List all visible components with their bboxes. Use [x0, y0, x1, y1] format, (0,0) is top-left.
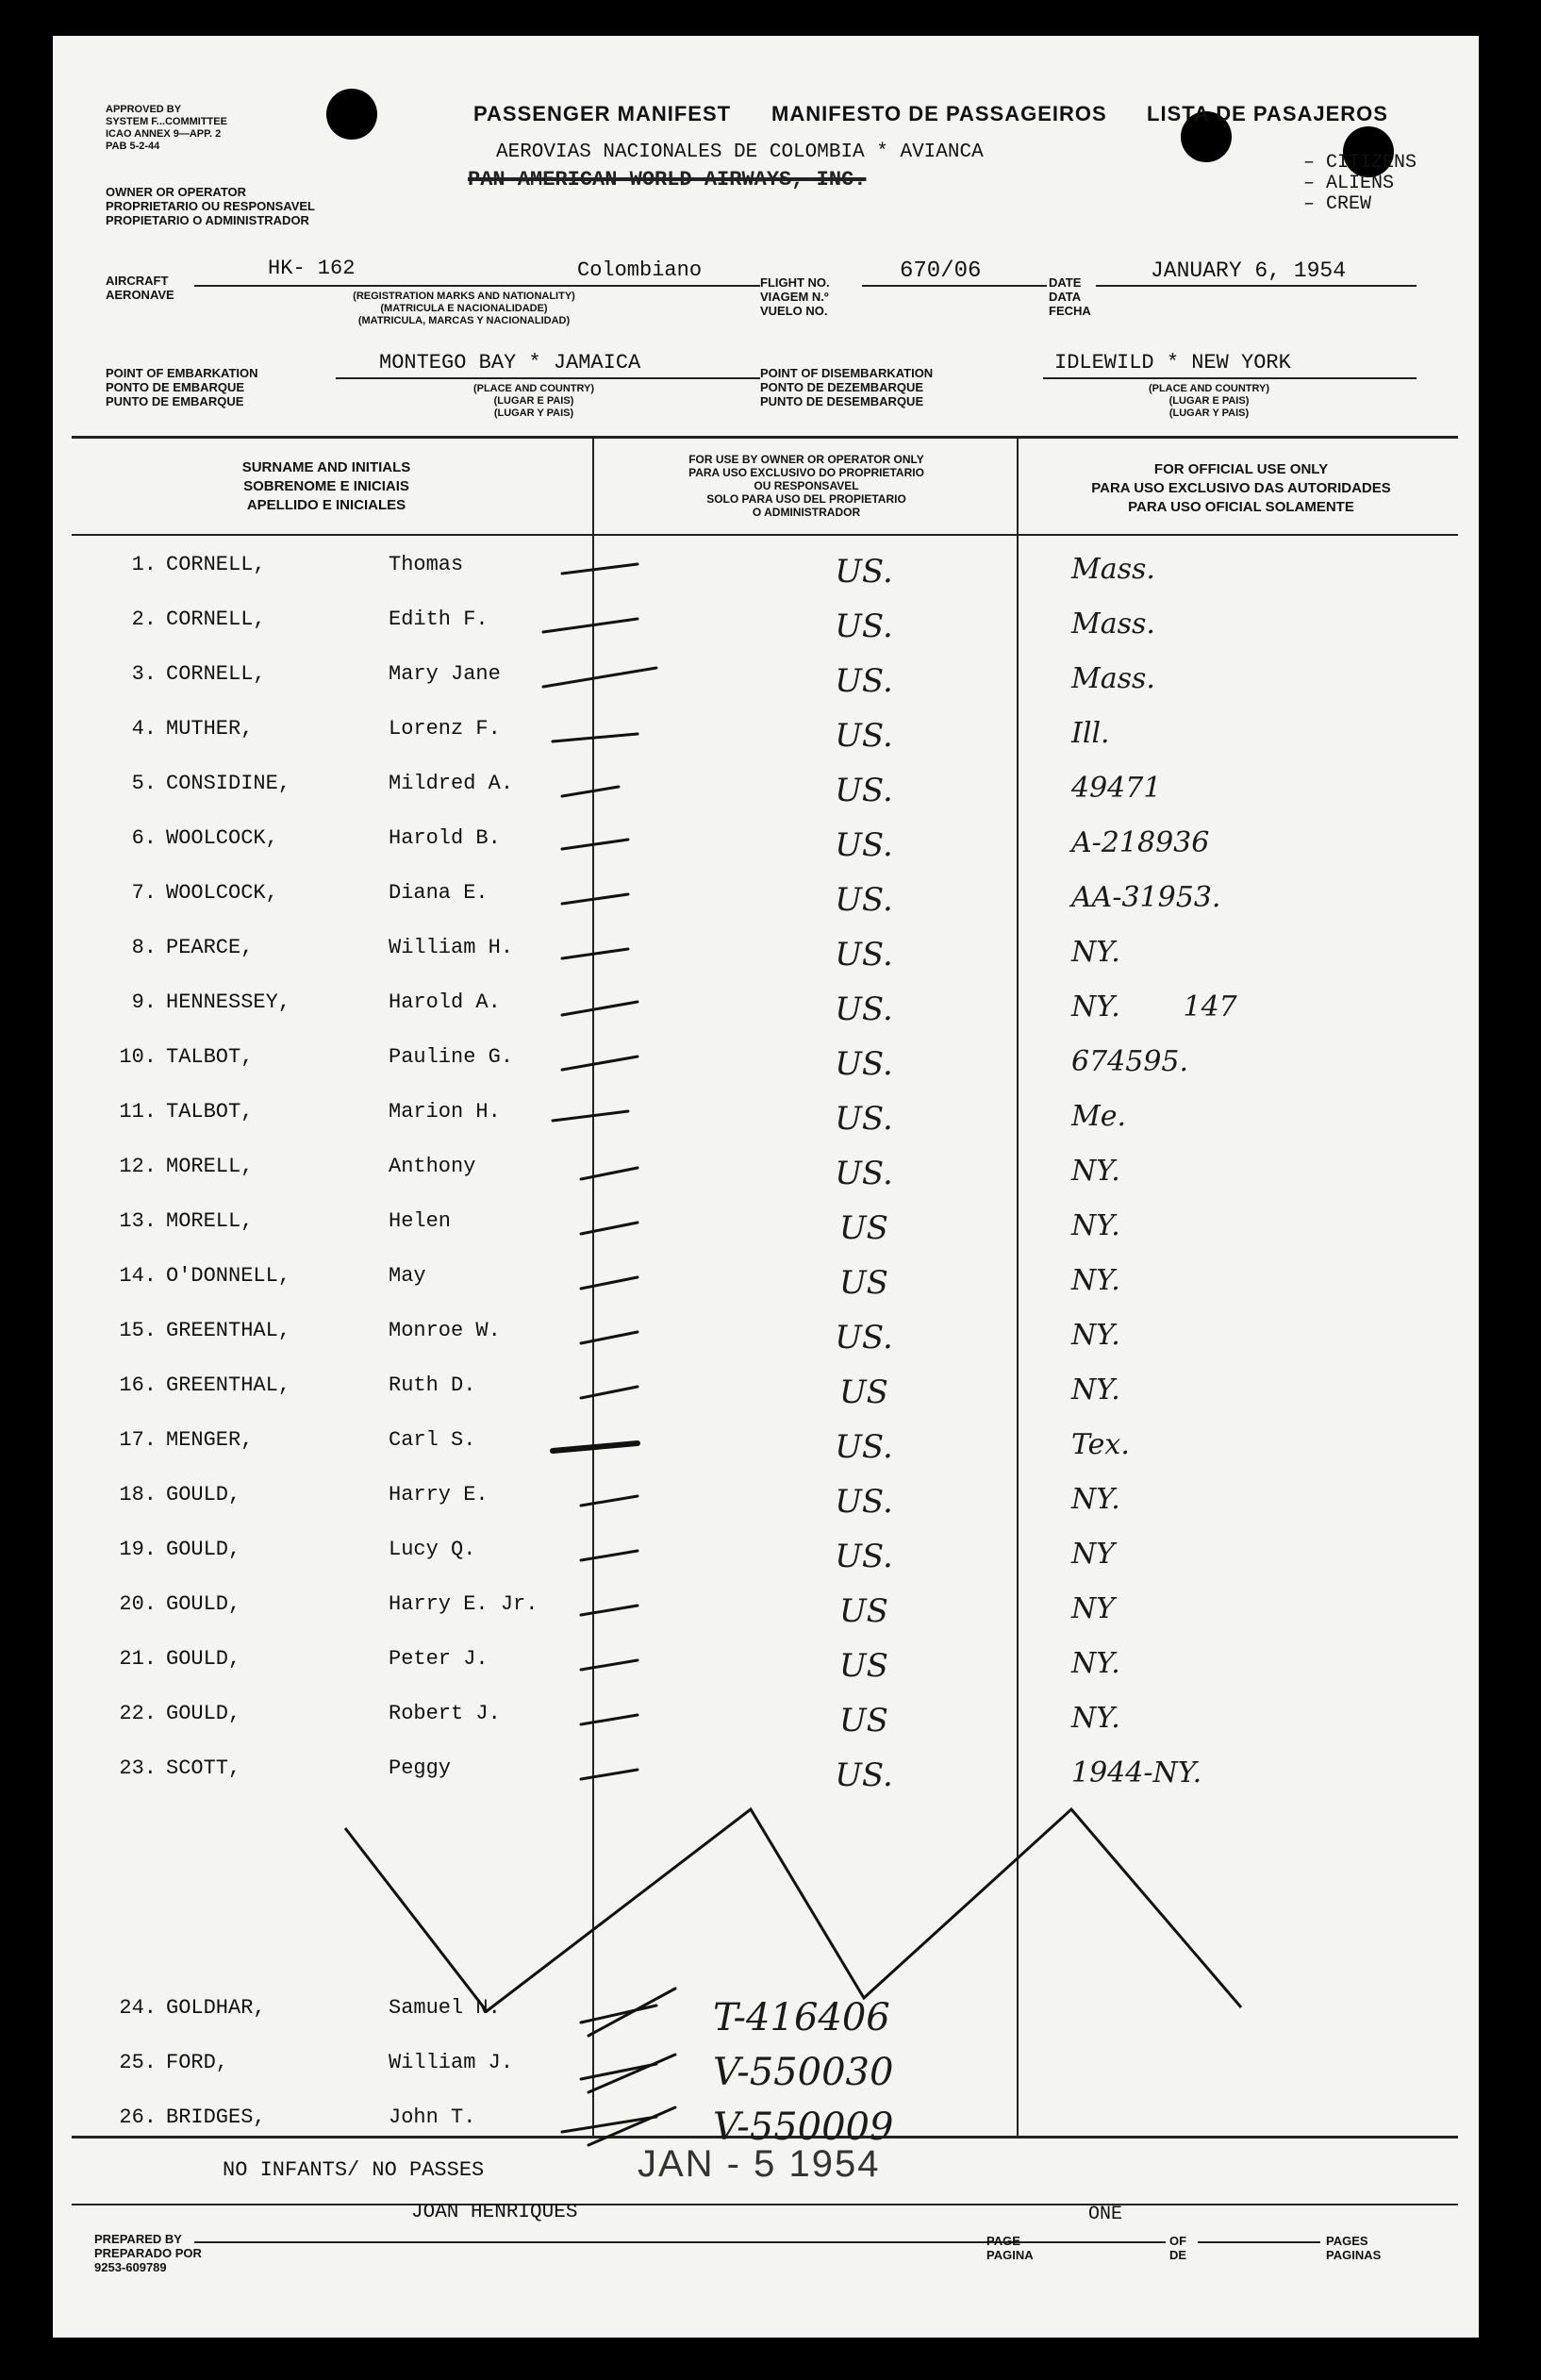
surname: GOULD,	[166, 1592, 241, 1616]
surname: CORNELL,	[166, 553, 266, 576]
table-row	[53, 2051, 1479, 2105]
approval-line: APPROVED BY	[106, 104, 182, 115]
given-name: Samuel N.	[389, 1996, 501, 2020]
owner-note: US.	[835, 1428, 893, 1466]
official-note: NY.	[1071, 1155, 1120, 1188]
crew-label: CREW	[1326, 193, 1372, 215]
row-number: 7.	[131, 881, 157, 905]
flight-date: JANUARY 6, 1954	[1151, 258, 1347, 283]
official-note: NY	[1071, 1592, 1116, 1625]
given-name: Carl S.	[389, 1428, 476, 1452]
sublabel: (PLACE AND COUNTRY)	[472, 383, 595, 394]
title-pt: MANIFESTO DE PASSAGEIROS	[771, 102, 1107, 125]
given-name: Monroe W.	[389, 1319, 501, 1342]
pages-label-es: PAGINAS	[1326, 2248, 1382, 2262]
official-note: 49471	[1071, 772, 1162, 805]
owner-note: US.	[835, 1100, 893, 1138]
row-number: 12.	[119, 1155, 157, 1178]
page-label	[986, 2234, 1034, 2262]
given-name: Lucy Q.	[389, 1538, 476, 1561]
column-header-line: APELLIDO E INICIALES	[246, 497, 406, 513]
row-number: 9.	[131, 990, 157, 1014]
official-note: NY. 147	[1071, 990, 1237, 1024]
given-name: Ruth D.	[389, 1373, 476, 1397]
no-infants-note: NO INFANTS/ NO PASSES	[223, 2158, 485, 2182]
flight-label-en: FLIGHT NO.	[760, 275, 830, 290]
surname: CORNELL,	[166, 607, 266, 631]
given-name: Harold B.	[389, 826, 501, 850]
column-header-line: OU RESPONSAVEL	[754, 479, 859, 492]
row-number: 3.	[131, 662, 157, 686]
prepared-label-en: PREPARED BY	[94, 2232, 182, 2246]
row-number: 8.	[131, 936, 157, 959]
row-number: 11.	[119, 1100, 157, 1123]
surname: O'DONNELL,	[166, 1264, 291, 1288]
surname: GOULD,	[166, 1702, 241, 1725]
surname: WOOLCOCK,	[166, 881, 278, 905]
surname: TALBOT,	[166, 1045, 254, 1069]
owner-note: US.	[835, 1319, 893, 1356]
owner-note: US.	[835, 826, 893, 864]
row-number: 26.	[119, 2105, 157, 2129]
surname: GOULD,	[166, 1538, 241, 1561]
row-number: 13.	[119, 1209, 157, 1233]
official-note: AA-31953.	[1071, 881, 1221, 914]
date-stamp: JAN - 5 1954	[638, 2143, 881, 2185]
owner-note: US.	[835, 1155, 893, 1192]
page-number: ONE	[1088, 2204, 1123, 2225]
of-label-es: DE	[1169, 2248, 1187, 2262]
table-row	[53, 1996, 1479, 2051]
page-underline	[1034, 2241, 1166, 2243]
owner-note: US.	[835, 607, 893, 645]
row-number: 20.	[119, 1592, 157, 1616]
official-note: Mass.	[1071, 553, 1155, 586]
approval-line: SYSTEM F...COMMITTEE	[106, 116, 227, 127]
surname: CONSIDINE,	[166, 772, 291, 795]
row-number: 5.	[131, 772, 157, 795]
owner-line: PROPRIETARIO OU RESPONSAVEL	[106, 199, 315, 213]
row-number: 2.	[131, 607, 157, 631]
row-number: 14.	[119, 1264, 157, 1288]
prepared-label-es: PREPARADO POR	[94, 2246, 202, 2260]
given-name: Peter J.	[389, 1647, 489, 1671]
surname: MORELL,	[166, 1209, 254, 1233]
embarkation-label-en: POINT OF EMBARKATION	[106, 366, 258, 380]
surname: FORD,	[166, 2051, 229, 2074]
embarkation-label-pt: PONTO DE EMBARQUE	[106, 380, 245, 394]
owner-note: US	[839, 1702, 888, 1739]
sublabel: (LUGAR E PAIS)	[1168, 395, 1250, 407]
surname: GOULD,	[166, 1483, 241, 1506]
disembarkation-label-pt: PONTO DE DEZEMBARQUE	[760, 380, 924, 394]
owner-note: US.	[835, 1045, 893, 1083]
given-name: Marion H.	[389, 1100, 501, 1123]
official-note: NY.	[1071, 1209, 1120, 1242]
flight-label-pt: VIAGEM N.º	[760, 290, 829, 304]
prepared-by-name: JOAN HENRIQUES	[411, 2202, 578, 2223]
official-note: NY	[1071, 1538, 1116, 1571]
official-note: NY.	[1071, 1319, 1120, 1352]
given-name: Edith F.	[389, 607, 489, 631]
column-header-line: SOBRENOME E INICIAIS	[243, 478, 409, 494]
row-number: 24.	[119, 1996, 157, 2020]
given-name: William H.	[389, 936, 514, 959]
given-name: Robert J.	[389, 1702, 501, 1725]
pen-marks	[53, 36, 1479, 2338]
owner-note: US.	[835, 553, 893, 591]
sublabel: (LUGAR E PAIS)	[493, 395, 574, 407]
owner-note: US	[839, 1373, 888, 1411]
official-note: Me.	[1071, 1100, 1127, 1133]
row-number: 16.	[119, 1373, 157, 1397]
owner-line: PROPIETARIO O ADMINISTRADOR	[106, 213, 309, 227]
surname: SCOTT,	[166, 1756, 241, 1780]
column-header-line: FOR USE BY OWNER OR OPERATOR ONLY	[688, 453, 924, 466]
official-note: Tex.	[1071, 1428, 1130, 1461]
disembarkation-value: IDLEWILD * NEW YORK	[1054, 351, 1291, 374]
surname: CORNELL,	[166, 662, 266, 686]
flight-number: 670/06	[900, 258, 982, 284]
row-number: 22.	[119, 1702, 157, 1725]
column-header-line: SOLO PARA USO DEL PROPIETARIO	[706, 492, 906, 506]
official-note: A-218936	[1071, 826, 1210, 859]
sublabel: (REGISTRATION MARKS AND NATIONALITY)	[353, 291, 575, 302]
prepared-by-label	[94, 2232, 202, 2274]
owner-note: US	[839, 1592, 888, 1630]
official-note: Mass.	[1071, 607, 1155, 641]
of-label	[1169, 2234, 1186, 2262]
given-name: Thomas	[389, 553, 464, 576]
official-note: T-416406	[713, 1996, 890, 2039]
sublabel: (MATRICULA E NACIONALIDADE)	[380, 303, 548, 314]
official-note: V-550009	[713, 2105, 894, 2149]
form-number: 9253-609789	[94, 2260, 167, 2274]
official-note: NY.	[1071, 1373, 1120, 1406]
surname: GOULD,	[166, 1647, 241, 1671]
surname: BRIDGES,	[166, 2105, 266, 2129]
aircraft-label-es: AERONAVE	[106, 288, 174, 302]
given-name: Harold A.	[389, 990, 501, 1014]
aliens-label: ALIENS	[1326, 173, 1395, 194]
official-note: NY.	[1071, 1483, 1120, 1516]
official-note: NY.	[1071, 1702, 1120, 1735]
surname: MUTHER,	[166, 717, 254, 741]
row-number: 17.	[119, 1428, 157, 1452]
surname: TALBOT,	[166, 1100, 254, 1123]
official-note: NY.	[1071, 936, 1120, 969]
pages-label-en: PAGES	[1326, 2234, 1368, 2248]
given-name: Mildred A.	[389, 772, 514, 795]
given-name: Mary Jane	[389, 662, 501, 686]
category-labels: – CITIZENS – ALIENS – CREW	[1303, 152, 1417, 215]
row-number: 1.	[131, 553, 157, 576]
surname: GOLDHAR,	[166, 1996, 266, 2020]
given-name: Lorenz F.	[389, 717, 501, 741]
given-name: May	[389, 1264, 426, 1288]
owner-note: US.	[835, 936, 893, 974]
aircraft-label-en: AIRCRAFT	[106, 274, 169, 288]
sublabel: (PLACE AND COUNTRY)	[1148, 383, 1270, 394]
pages-label	[1326, 2234, 1381, 2262]
given-name: Helen	[389, 1209, 452, 1233]
row-number: 21.	[119, 1647, 157, 1671]
row-number: 19.	[119, 1538, 157, 1561]
official-note: NY.	[1071, 1264, 1120, 1297]
owner-note: US.	[835, 1538, 893, 1575]
flight-label-es: VUELO NO.	[760, 304, 828, 318]
official-note: 1944-NY.	[1071, 1756, 1202, 1789]
approval-line: PAB 5-2-44	[106, 141, 160, 152]
column-header-line: PARA USO EXCLUSIVO DAS AUTORIDADES	[1091, 480, 1391, 496]
date-label-pt: DATA	[1049, 290, 1082, 304]
row-number: 18.	[119, 1483, 157, 1506]
owner-note: US	[839, 1647, 888, 1685]
surname: WOOLCOCK,	[166, 826, 278, 850]
page-label-es: PAGINA	[986, 2248, 1034, 2262]
row-number: 15.	[119, 1319, 157, 1342]
embarkation-value: MONTEGO BAY * JAMAICA	[379, 351, 641, 374]
official-note: Ill.	[1071, 717, 1110, 750]
disembarkation-label-en: POINT OF DISEMBARKATION	[760, 366, 934, 380]
operator-name: AEROVIAS NACIONALES DE COLOMBIA * AVIANCA	[496, 141, 984, 163]
column-header-line: PARA USO EXCLUSIVO DO PROPRIETARIO	[688, 466, 924, 479]
owner-note: US.	[835, 662, 893, 700]
row-number: 4.	[131, 717, 157, 741]
date-label-es: FECHA	[1049, 304, 1091, 318]
column-header-line: PARA USO OFICIAL SOLAMENTE	[1128, 499, 1354, 515]
approval-line: ICAO ANNEX 9—APP. 2	[106, 128, 222, 140]
prepared-underline	[194, 2241, 1043, 2243]
given-name: Harry E. Jr.	[389, 1592, 539, 1616]
aircraft-registration: HK- 162	[268, 257, 356, 280]
column-header-line: O ADMINISTRADOR	[752, 506, 861, 519]
row-number: 25.	[119, 2051, 157, 2074]
title-es: LISTA DE PASAJEROS	[1147, 102, 1388, 125]
surname: MORELL,	[166, 1155, 254, 1178]
date-label-en: DATE	[1049, 275, 1082, 290]
owner-note: US	[839, 1264, 888, 1302]
cancellation-zigzag	[345, 1809, 1241, 2011]
official-note: NY.	[1071, 1647, 1120, 1680]
owner-line: OWNER OR OPERATOR	[106, 185, 247, 199]
sublabel: (LUGAR Y PAIS)	[493, 408, 574, 419]
of-underline	[1198, 2241, 1320, 2243]
surname: HENNESSEY,	[166, 990, 291, 1014]
given-name: Anthony	[389, 1155, 476, 1178]
surname: MENGER,	[166, 1428, 254, 1452]
given-name: William J.	[389, 2051, 514, 2074]
owner-note: US	[839, 1209, 888, 1247]
operator-struck: PAN AMERICAN WORLD AIRWAYS, INC.	[468, 168, 867, 191]
sublabel: (MATRICULA, MARCAS Y NACIONALIDAD)	[357, 315, 571, 326]
manifest-page	[53, 36, 1479, 2338]
owner-note: US.	[835, 717, 893, 755]
official-note: Mass.	[1071, 662, 1155, 695]
row-number: 6.	[131, 826, 157, 850]
column-header-line: SURNAME AND INITIALS	[241, 459, 411, 475]
row-number: 10.	[119, 1045, 157, 1069]
official-note: 674595.	[1071, 1045, 1189, 1078]
official-note: V-550030	[713, 2051, 894, 2094]
title-en: PASSENGER MANIFEST	[473, 102, 732, 125]
embarkation-label-es: PUNTO DE EMBARQUE	[106, 394, 244, 408]
owner-note: US.	[835, 990, 893, 1028]
sublabel: (LUGAR Y PAIS)	[1168, 408, 1250, 419]
given-name: John T.	[389, 2105, 476, 2129]
given-name: Diana E.	[389, 881, 489, 905]
given-name: Pauline G.	[389, 1045, 514, 1069]
citizens-label: CITIZENS	[1326, 152, 1417, 174]
aircraft-nationality: Colombiano	[577, 258, 703, 282]
column-header-line: FOR OFFICIAL USE ONLY	[1153, 461, 1329, 477]
row-number: 23.	[119, 1756, 157, 1780]
of-label-en: OF	[1169, 2234, 1187, 2248]
surname: GREENTHAL,	[166, 1319, 291, 1342]
surname: GREENTHAL,	[166, 1373, 291, 1397]
surname: PEARCE,	[166, 936, 254, 959]
footer-rule	[72, 2204, 1458, 2205]
given-name: Peggy	[389, 1756, 452, 1780]
given-name: Harry E.	[389, 1483, 489, 1506]
owner-note: US.	[835, 1483, 893, 1521]
owner-note: US.	[835, 1756, 893, 1794]
owner-note: US.	[835, 881, 893, 919]
page-label-en: PAGE	[986, 2234, 1020, 2248]
owner-note: US.	[835, 772, 893, 809]
disembarkation-label-es: PUNTO DE DESEMBARQUE	[760, 394, 924, 408]
